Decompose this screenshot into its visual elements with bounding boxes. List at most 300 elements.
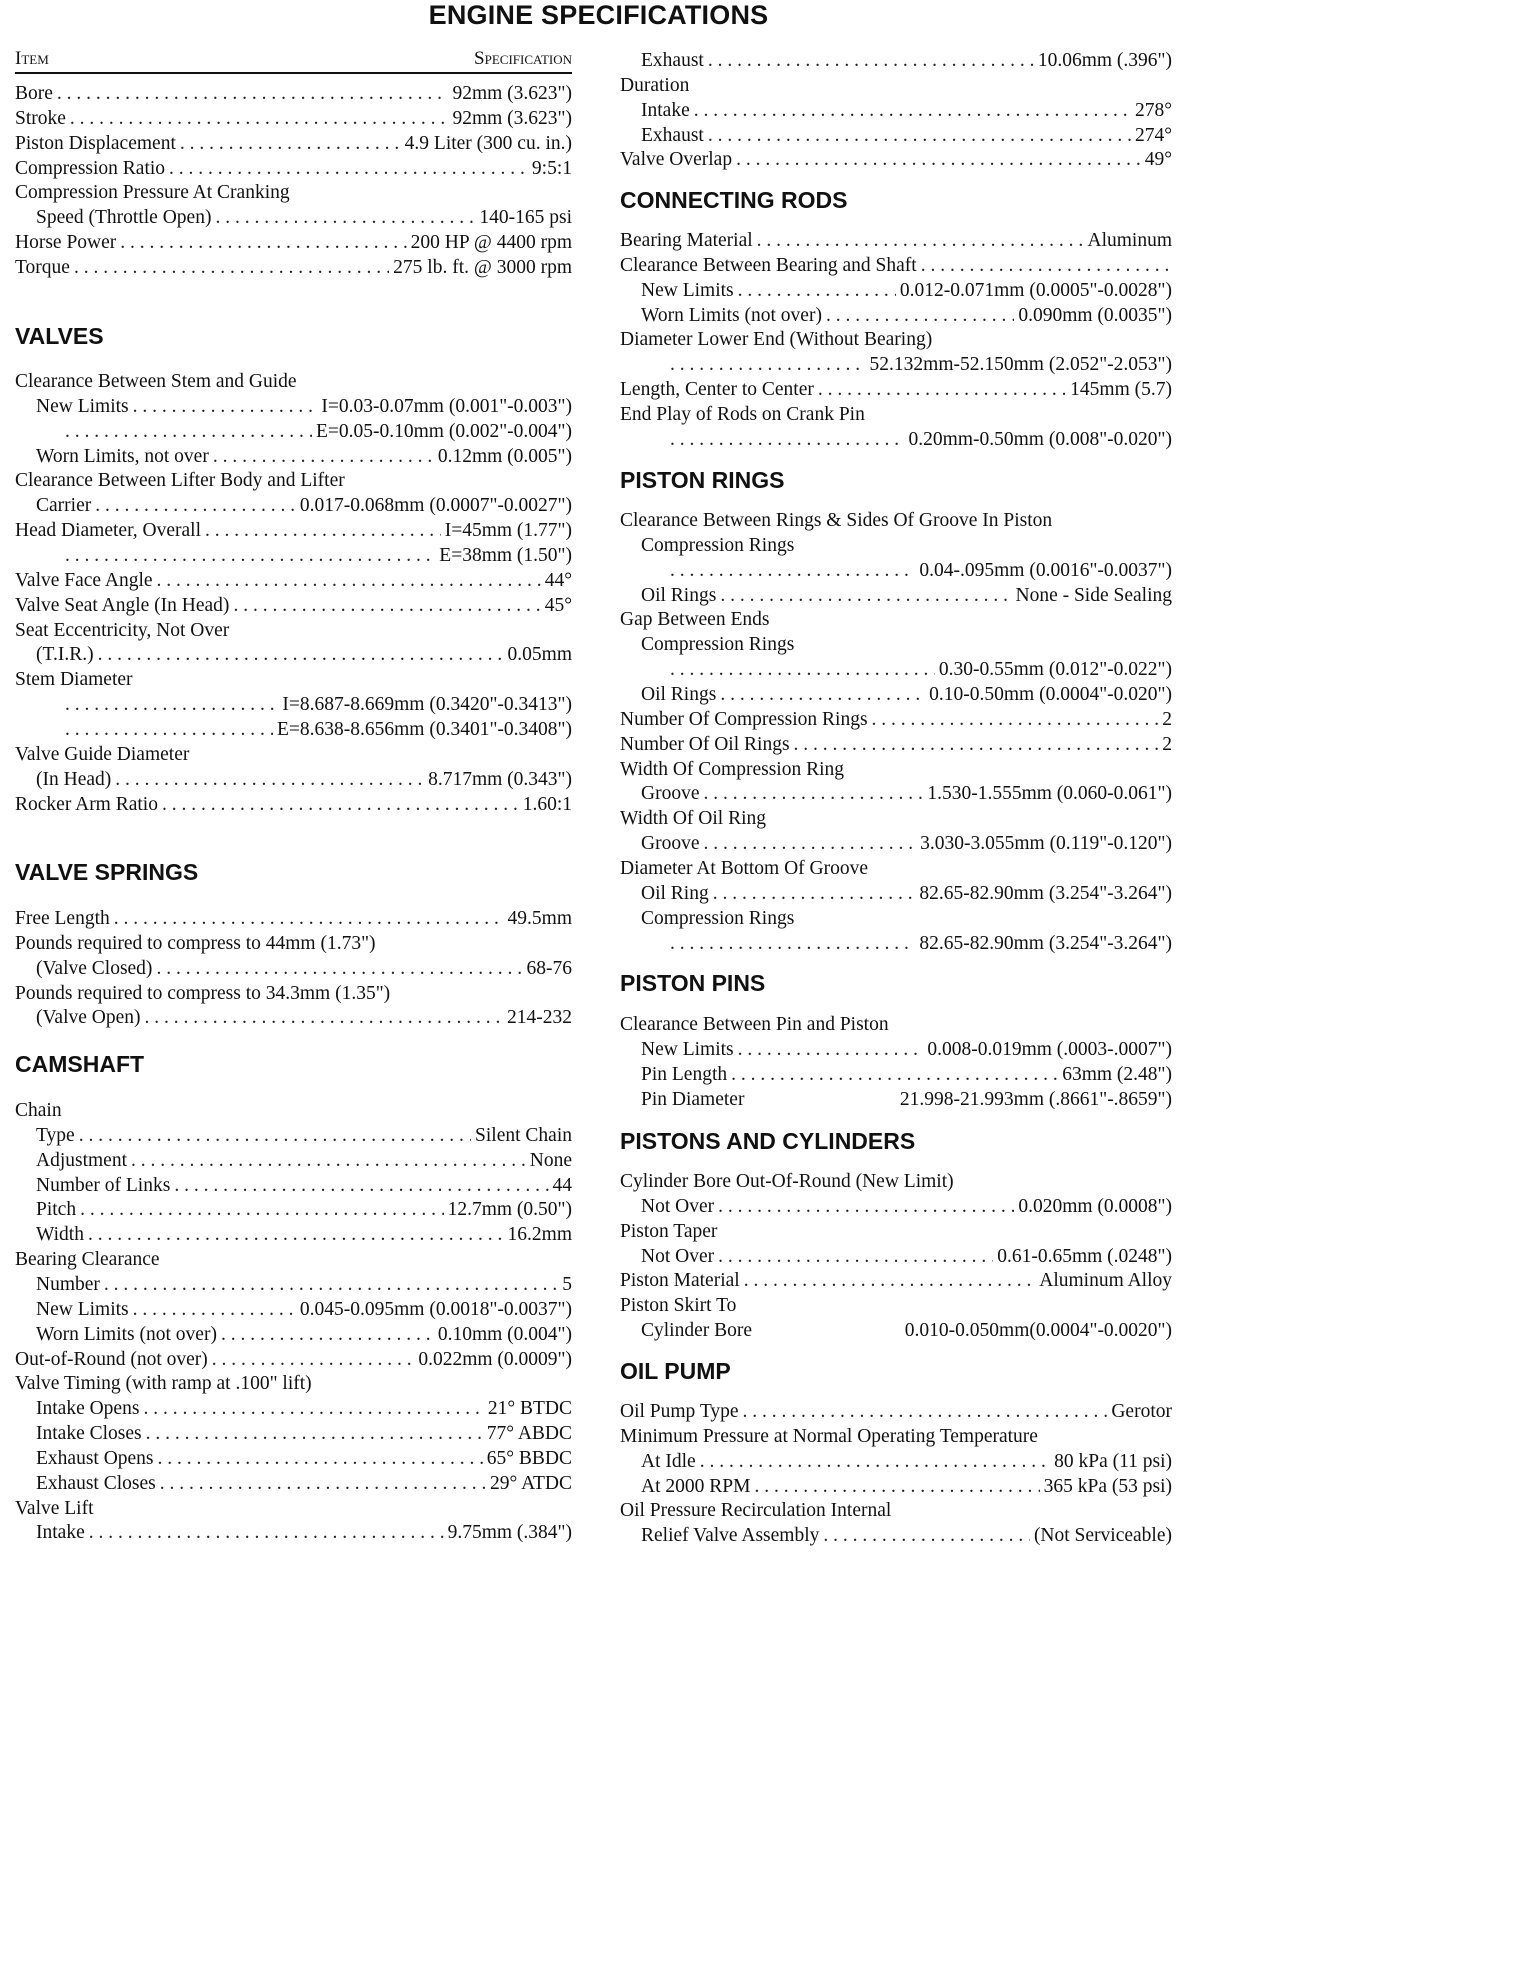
spec-value: 21.998-21.993mm (.8661"-.8659"): [899, 1088, 1173, 1110]
spec-value: 16.2mm: [507, 1224, 572, 1246]
dot-leader: [708, 49, 1034, 73]
spec-row-compression-ratio: [15, 157, 572, 181]
spec-row-cylinder-bore-out-of-round-new-limit: [620, 1170, 1172, 1194]
spec-label: Valve Timing (with ramp at .100" lift): [15, 1373, 312, 1395]
spec-row-not-over: [641, 1245, 1172, 1269]
spec-row-0-04-095mm-0-0016-0-0037: [670, 559, 1172, 583]
spec-label: Compression Ratio: [15, 157, 166, 179]
spec-label: Intake: [641, 99, 690, 121]
spec-row-valve-open: [36, 1006, 572, 1030]
spec-value: E=8.638-8.656mm (0.3401"-0.3408"): [276, 718, 572, 740]
spec-value: 1.530-1.555mm (0.060-0.061"): [927, 783, 1172, 805]
spec-value: 214-232: [507, 1007, 572, 1029]
spec-row-horse-power: [15, 231, 572, 255]
spec-label: Not Over: [641, 1195, 715, 1217]
spec-label: (Valve Closed): [36, 957, 153, 979]
spec-label: Oil Pressure Recirculation Internal: [620, 1500, 892, 1522]
dot-leader: [143, 1397, 483, 1421]
header-item: Item: [15, 48, 49, 69]
spec-row-diameter-at-bottom-of-groove: [620, 857, 1172, 881]
spec-value: 0.020mm (0.0008"): [1018, 1195, 1172, 1217]
spec-label: (T.I.R.): [36, 644, 94, 666]
spec-row-e-38mm-1-50: [65, 544, 572, 568]
spec-row-exhaust-closes: [36, 1472, 572, 1496]
spec-label: Valve Overlap: [620, 149, 733, 171]
dot-leader: [162, 793, 519, 817]
spec-label: Rocker Arm Ratio: [15, 793, 158, 815]
dot-leader: [80, 1198, 443, 1222]
spec-value: (Not Serviceable): [1033, 1525, 1172, 1547]
spec-value: Gerotor: [1111, 1401, 1172, 1422]
dot-leader: [703, 782, 923, 806]
dot-leader: [703, 832, 916, 856]
dot-leader: [89, 1521, 444, 1545]
dot-leader: [180, 132, 401, 156]
spec-label: Cylinder Bore Out-Of-Round (New Limit): [620, 1171, 954, 1192]
spec-row-0-30-0-55mm-0-012-0-022: [670, 658, 1172, 682]
spec-value: 0.090mm (0.0035"): [1018, 304, 1172, 326]
spec-label: Stem Diameter: [15, 669, 133, 691]
spec-row-oil-pump-type: [620, 1400, 1172, 1424]
spec-row-exhaust: [641, 124, 1172, 148]
spec-row-valve-face-angle: [15, 569, 572, 593]
spec-row-chain: [15, 1099, 572, 1123]
spec-value: 0.04-.095mm (0.0016"-0.0037"): [919, 559, 1172, 581]
spec-label: Pounds required to compress to 34.3mm (1.35"): [15, 982, 391, 1004]
spec-value: 0.20mm-0.50mm (0.008"-0.020"): [908, 428, 1172, 450]
dot-leader: [145, 1006, 504, 1030]
spec-row-e-0-05-0-10mm-0-002-0-004: [65, 420, 572, 444]
spec-label: New Limits: [641, 279, 734, 301]
dot-leader: [120, 231, 406, 255]
spec-label: Worn Limits (not over): [36, 1323, 217, 1345]
spec-value: 274°: [1134, 124, 1172, 146]
spec-row-at-2000-rpm: [641, 1475, 1172, 1499]
spec-label: Cylinder Bore: [641, 1320, 753, 1342]
spec-row-exhaust: [641, 49, 1172, 73]
dot-leader: [133, 395, 318, 419]
spec-label: Piston Material: [620, 1270, 740, 1292]
spec-label: (In Head): [36, 768, 112, 790]
spec-row-82-65-82-90mm-3-254-3-264: [670, 932, 1172, 956]
spec-row-compression-rings: [641, 633, 1172, 657]
section-heading-piston-pins: PISTON PINS: [620, 970, 766, 996]
spec-value: Silent Chain: [475, 1124, 572, 1146]
dot-leader: [65, 420, 312, 444]
spec-label: Pin Length: [641, 1063, 728, 1085]
spec-row-oil-rings: [641, 683, 1172, 707]
dot-leader: [794, 733, 1159, 757]
spec-label: Diameter At Bottom Of Groove: [620, 857, 869, 879]
spec-row-valve-lift: [15, 1497, 572, 1521]
spec-label: Free Length: [15, 908, 110, 929]
spec-row-pounds-required-to-compress-to-34-3mm-1-35: [15, 982, 572, 1006]
spec-row-length-center-to-center: [620, 378, 1172, 402]
section-heading-valve-springs: VALVE SPRINGS: [15, 859, 199, 885]
dot-leader: [731, 1063, 1058, 1087]
spec-value: 0.045-0.095mm (0.0018"-0.0037"): [299, 1298, 572, 1320]
spec-value: 4.9 Liter (300 cu. in.): [404, 132, 572, 154]
spec-value: 0.010-0.050mm(0.0004"-0.0020"): [904, 1320, 1173, 1342]
spec-row-valve-timing-with-ramp-at-100-lift: [15, 1372, 572, 1396]
spec-row-number-of-compression-rings: [620, 708, 1172, 732]
spec-label: Groove: [641, 783, 700, 805]
dot-leader: [156, 957, 522, 981]
spec-value: 0.30-0.55mm (0.012"-0.022"): [938, 659, 1172, 681]
dot-leader: [738, 1038, 924, 1062]
spec-label: Type: [36, 1124, 75, 1146]
spec-row-pin-diameter: [641, 1088, 1172, 1112]
dot-leader: [738, 279, 896, 303]
dot-leader: [88, 1223, 504, 1247]
spec-label: Piston Displacement: [15, 132, 176, 154]
spec-value: 1.60:1: [522, 793, 572, 815]
spec-value: 0.017-0.068mm (0.0007"-0.0027"): [299, 495, 572, 517]
spec-value: 68-76: [526, 957, 572, 979]
spec-label: Pitch: [36, 1199, 77, 1221]
spec-value: 3.030-3.055mm (0.119"-0.120"): [920, 833, 1172, 855]
spec-label: Stroke: [15, 107, 66, 129]
spec-row-bearing-clearance: [15, 1248, 572, 1272]
spec-value: 0.05mm: [507, 644, 572, 666]
spec-value: 0.12mm (0.005"): [437, 445, 572, 467]
spec-value: 9:5:1: [531, 157, 572, 179]
spec-label: Oil Rings: [641, 584, 717, 606]
spec-label: Relief Valve Assembly: [641, 1525, 820, 1547]
section-heading-valves: VALVES: [15, 323, 104, 349]
spec-label: Horse Power: [15, 232, 117, 254]
spec-label: Worn Limits (not over): [641, 304, 822, 326]
spec-value: 52.132mm-52.150mm (2.052"-2.053"): [869, 354, 1172, 376]
spec-label: Chain: [15, 1100, 62, 1121]
spec-value: 65° BBDC: [486, 1447, 572, 1469]
dot-leader: [921, 254, 1168, 278]
spec-value: 200 HP @ 4400 rpm: [410, 232, 572, 254]
spec-label: Bearing Clearance: [15, 1249, 160, 1271]
spec-label: Valve Seat Angle (In Head): [15, 594, 230, 616]
spec-value: 8.717mm (0.343"): [428, 768, 572, 790]
spec-label: Clearance Between Pin and Piston: [620, 1014, 889, 1035]
section-heading-oil-pump: OIL PUMP: [620, 1358, 731, 1384]
spec-label: (Valve Open): [36, 1007, 141, 1029]
header-specification: Specification: [474, 48, 572, 69]
spec-value: 49°: [1144, 149, 1172, 171]
dot-leader: [65, 544, 435, 568]
spec-row-clearance-between-rings-sides-of-groove-in-piston: [620, 509, 1172, 533]
spec-label: Intake: [36, 1522, 85, 1544]
spec-value: 145mm (5.7): [1070, 379, 1172, 401]
spec-label: Worn Limits, not over: [36, 445, 209, 467]
dot-leader: [736, 148, 1141, 172]
spec-label: Pounds required to compress to 44mm (1.73"): [15, 932, 376, 954]
dot-leader: [718, 1245, 993, 1269]
spec-row-pounds-required-to-compress-to-44mm-1-73: [15, 932, 572, 956]
spec-label: Out-of-Round (not over): [15, 1348, 208, 1370]
dot-leader: [131, 1149, 526, 1173]
spec-value: 0.61-0.65mm (.0248"): [997, 1245, 1172, 1267]
dot-leader: [872, 708, 1159, 732]
spec-row-head-diameter-overall: [15, 519, 572, 543]
spec-row-new-limits: [641, 1038, 1172, 1062]
dot-leader: [670, 932, 915, 956]
spec-row-bore: [15, 82, 572, 106]
spec-label: Compression Pressure At Cranking: [15, 182, 290, 204]
spec-row-width-of-compression-ring: [620, 758, 1172, 782]
dot-leader: [213, 445, 434, 469]
column-header: [15, 48, 572, 74]
spec-label: Piston Taper: [620, 1220, 718, 1242]
spec-row-torque: [15, 256, 572, 280]
spec-value: I=45mm (1.77"): [444, 520, 572, 542]
spec-value: 77° ABDC: [486, 1423, 572, 1444]
spec-row-at-idle: [641, 1450, 1172, 1474]
spec-value: 92mm (3.623"): [452, 83, 572, 104]
dot-leader: [744, 1269, 1036, 1293]
spec-row-groove: [641, 782, 1172, 806]
spec-label: Intake Closes: [36, 1423, 142, 1444]
spec-row-exhaust-opens: [36, 1447, 572, 1471]
spec-label: End Play of Rods on Crank Pin: [620, 404, 865, 425]
dot-leader: [174, 1174, 548, 1198]
spec-label: Clearance Between Rings & Sides Of Groove In Piston: [620, 510, 1053, 531]
dot-leader: [146, 1422, 483, 1446]
spec-value: 275 lb. ft. @ 3000 rpm: [393, 256, 572, 278]
spec-row-compression-rings: [641, 534, 1172, 558]
spec-value: 80 kPa (11 psi): [1054, 1450, 1172, 1472]
spec-row-rocker-arm-ratio: [15, 793, 572, 817]
spec-row-width: [36, 1223, 572, 1247]
spec-value: 82.65-82.90mm (3.254"-3.264"): [919, 882, 1172, 904]
dot-leader: [708, 124, 1131, 148]
spec-value: 0.012-0.071mm (0.0005"-0.0028"): [899, 279, 1172, 301]
spec-row-diameter-lower-end-without-bearing: [620, 328, 1172, 352]
section-heading-camshaft: CAMSHAFT: [15, 1051, 145, 1077]
spec-label: Clearance Between Stem and Guide: [15, 371, 297, 392]
dot-leader: [757, 229, 1084, 253]
spec-row-duration: [620, 74, 1172, 98]
spec-label: Width Of Compression Ring: [620, 758, 845, 780]
spec-row-bearing-material: [620, 229, 1172, 253]
spec-label: Valve Guide Diameter: [15, 743, 190, 765]
dot-leader: [160, 1472, 486, 1496]
spec-label: Length, Center to Center: [620, 379, 814, 401]
spec-value: I=0.03-0.07mm (0.001"-0.003"): [321, 395, 572, 417]
dot-leader: [670, 428, 905, 452]
spec-row-new-limits: [36, 395, 572, 419]
spec-label: Carrier: [36, 495, 92, 517]
spec-row-pitch: [36, 1198, 572, 1222]
spec-value: 365 kPa (53 psi): [1043, 1475, 1172, 1497]
dot-leader: [221, 1323, 434, 1347]
spec-label: Width Of Oil Ring: [620, 808, 767, 830]
dot-leader: [158, 1447, 483, 1471]
spec-label: Oil Pump Type: [620, 1401, 739, 1422]
spec-row-number: [36, 1273, 572, 1297]
spec-row-valve-seat-angle-in-head: [15, 594, 572, 618]
spec-label: Not Over: [641, 1245, 715, 1267]
dot-leader: [826, 304, 1014, 328]
dot-leader: [818, 378, 1066, 402]
spec-value: 45°: [544, 594, 572, 616]
spec-row-clearance-between-stem-and-guide: [15, 370, 572, 394]
spec-value: Aluminum: [1087, 230, 1172, 251]
dot-leader: [823, 1524, 1030, 1548]
dot-leader: [694, 99, 1131, 123]
spec-value: I=8.687-8.669mm (0.3420"-0.3413"): [282, 694, 572, 716]
spec-label: Gap Between Ends: [620, 609, 770, 631]
spec-label: New Limits: [36, 1298, 129, 1320]
dot-leader: [670, 559, 915, 583]
spec-value: E=0.05-0.10mm (0.002"-0.004"): [315, 420, 572, 442]
spec-value: 21° BTDC: [487, 1398, 572, 1420]
spec-row-gap-between-ends: [620, 608, 1172, 632]
spec-label: Head Diameter, Overall: [15, 520, 202, 542]
spec-row-oil-rings: [641, 584, 1172, 608]
spec-value: 12.7mm (0.50"): [447, 1199, 572, 1221]
spec-row-worn-limits-not-over: [641, 304, 1172, 328]
spec-label: Speed (Throttle Open): [36, 207, 212, 229]
spec-row-clearance-between-bearing-and-shaft: [620, 254, 1172, 278]
spec-value: E=38mm (1.50"): [439, 545, 572, 566]
dot-leader: [718, 1195, 1014, 1219]
spec-row-oil-pressure-recirculation-internal: [620, 1499, 1172, 1523]
spec-value: 44: [552, 1174, 572, 1196]
spec-row-cylinder-bore: [641, 1319, 1172, 1343]
spec-row-valve-guide-diameter: [15, 743, 572, 767]
spec-row-intake: [36, 1521, 572, 1545]
spec-row-new-limits: [641, 279, 1172, 303]
spec-row-clearance-between-lifter-body-and-lifter: [15, 469, 572, 493]
dot-leader: [670, 353, 866, 377]
spec-row-compression-rings: [641, 907, 1172, 931]
spec-label: Exhaust: [641, 50, 704, 71]
dot-leader: [65, 693, 278, 717]
spec-label: Minimum Pressure at Normal Operating Temperature: [620, 1425, 1038, 1447]
spec-label: Bore: [15, 83, 53, 104]
dot-leader: [700, 1450, 1050, 1474]
spec-row-clearance-between-pin-and-piston: [620, 1013, 1172, 1037]
dot-leader: [233, 594, 540, 618]
spec-label: Clearance Between Lifter Body and Lifter: [15, 470, 345, 492]
dot-leader: [65, 718, 273, 742]
spec-label: Compression Rings: [641, 907, 795, 929]
dot-leader: [205, 519, 441, 543]
dot-leader: [720, 683, 925, 707]
spec-value: 10.06mm (.396"): [1037, 50, 1172, 71]
spec-value: 44°: [544, 569, 572, 591]
dot-leader: [70, 107, 449, 131]
spec-label: Number: [36, 1273, 100, 1295]
spec-row-e-8-638-8-656mm-0-3401-0-3408: [65, 718, 572, 742]
spec-label: Diameter Lower End (Without Bearing): [620, 329, 933, 351]
spec-value: 140-165 psi: [479, 207, 572, 229]
spec-label: Exhaust Opens: [36, 1447, 154, 1469]
spec-value: 9.75mm (.384"): [447, 1522, 572, 1544]
spec-value: 82.65-82.90mm (3.254"-3.264"): [919, 932, 1172, 954]
spec-label: Number of Links: [36, 1174, 171, 1196]
spec-row-piston-displacement: [15, 132, 572, 156]
spec-label: Seat Eccentricity, Not Over: [15, 619, 230, 641]
spec-label: New Limits: [641, 1038, 734, 1060]
dot-leader: [95, 494, 296, 518]
dot-leader: [98, 643, 504, 667]
spec-row-worn-limits-not-over: [36, 445, 572, 469]
spec-row-t-i-r: [36, 643, 572, 667]
spec-row-intake-closes: [36, 1422, 572, 1446]
dot-leader: [754, 1475, 1039, 1499]
spec-label: New Limits: [36, 395, 129, 417]
spec-row-piston-skirt-to: [620, 1294, 1172, 1318]
spec-label: Exhaust Closes: [36, 1472, 156, 1494]
spec-row-stroke: [15, 107, 572, 131]
spec-label: Valve Face Angle: [15, 569, 153, 591]
spec-value: 0.10mm (0.004"): [437, 1323, 572, 1345]
spec-row-valve-overlap: [620, 148, 1172, 172]
spec-label: Valve Lift: [15, 1497, 94, 1519]
spec-row-number-of-oil-rings: [620, 733, 1172, 757]
spec-row-worn-limits-not-over: [36, 1323, 572, 1347]
dot-leader: [74, 256, 389, 280]
spec-row-groove: [641, 832, 1172, 856]
page-title: ENGINE SPECIFICATIONS: [428, 0, 769, 30]
spec-value: 63mm (2.48"): [1062, 1063, 1172, 1085]
dot-leader: [743, 1400, 1108, 1424]
spec-row-number-of-links: [36, 1174, 572, 1198]
spec-value: 29° ATDC: [489, 1472, 572, 1494]
section-heading-connecting-rods: CONNECTING RODS: [620, 187, 848, 213]
dot-leader: [157, 569, 541, 593]
spec-row-not-over: [641, 1195, 1172, 1219]
spec-row-intake-opens: [36, 1397, 572, 1421]
dot-leader: [212, 1348, 415, 1372]
spec-label: Intake Opens: [36, 1398, 140, 1420]
spec-label: At 2000 RPM: [641, 1475, 751, 1497]
spec-row-stem-diameter: [15, 668, 572, 692]
spec-value: Aluminum Alloy: [1039, 1270, 1172, 1292]
spec-value: 2: [1162, 708, 1172, 730]
spec-row-out-of-round-not-over: [15, 1348, 572, 1372]
spec-row-seat-eccentricity-not-over: [15, 619, 572, 643]
spec-row-in-head: [36, 768, 572, 792]
spec-label: Groove: [641, 833, 700, 855]
spec-label: Compression Rings: [641, 534, 795, 556]
spec-row-adjustment: [36, 1149, 572, 1173]
dot-leader: [720, 584, 1011, 608]
spec-label: Duration: [620, 74, 690, 96]
spec-label: Width: [36, 1224, 84, 1246]
spec-row-new-limits: [36, 1298, 572, 1322]
spec-label: At Idle: [641, 1450, 696, 1472]
dot-leader: [115, 768, 424, 792]
spec-label: Pin Diameter: [641, 1088, 745, 1110]
dot-leader: [169, 157, 528, 181]
spec-row-i-8-687-8-669mm-0-3420-0-3413: [65, 693, 572, 717]
spec-value: 2: [1162, 733, 1172, 755]
spec-label: Compression Rings: [641, 634, 795, 656]
spec-value: 0.008-0.019mm (.0003-.0007"): [927, 1038, 1172, 1060]
spec-row-end-play-of-rods-on-crank-pin: [620, 403, 1172, 427]
dot-leader: [670, 658, 935, 682]
dot-leader: [104, 1273, 558, 1297]
section-heading-piston-rings: PISTON RINGS: [620, 467, 785, 493]
spec-row-minimum-pressure-at-normal-operating-temperature: [620, 1425, 1172, 1449]
spec-row-piston-taper: [620, 1220, 1172, 1244]
spec-value: None: [529, 1149, 572, 1171]
spec-label: Oil Ring: [641, 882, 709, 904]
spec-value: 0.10-0.50mm (0.0004"-0.020"): [929, 684, 1172, 705]
spec-row-relief-valve-assembly: [641, 1524, 1172, 1548]
spec-row-piston-material: [620, 1269, 1172, 1293]
